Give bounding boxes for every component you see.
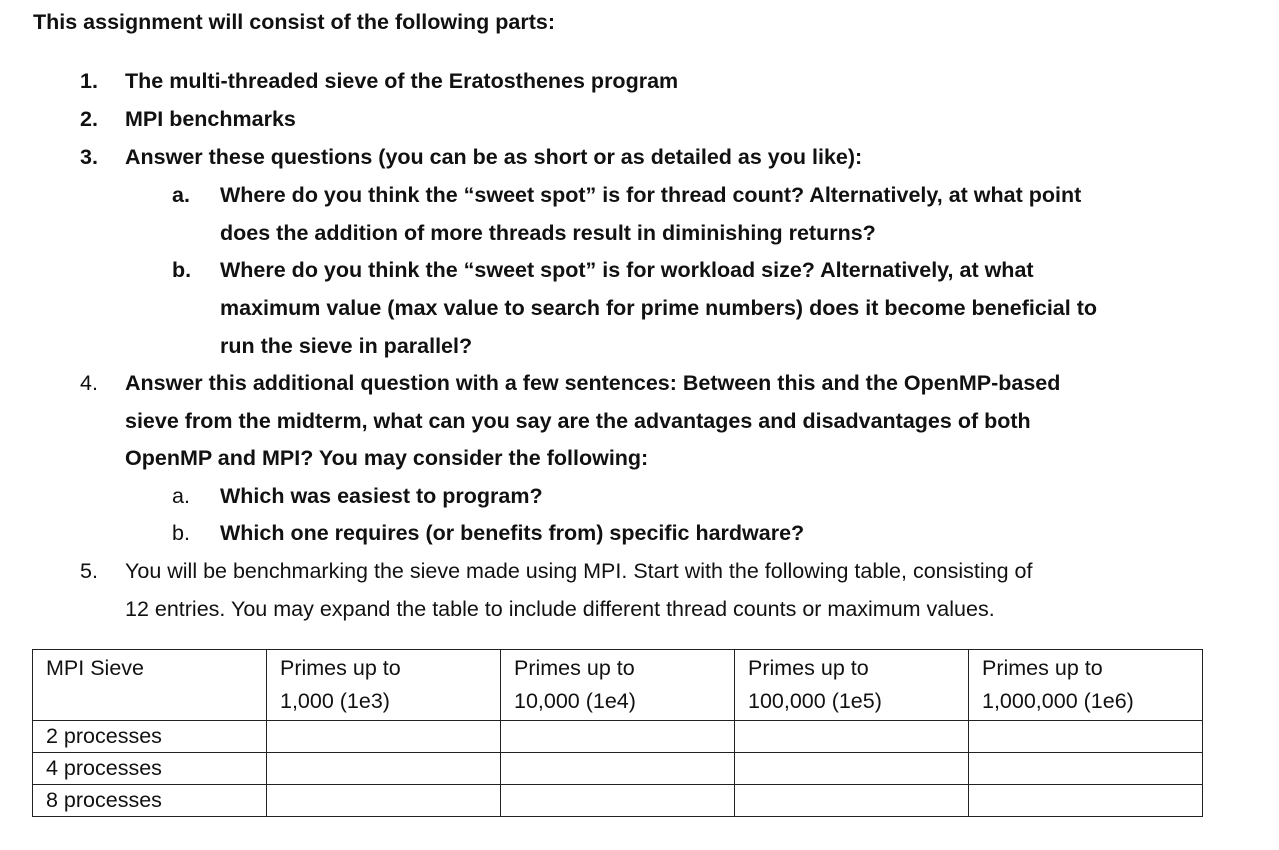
item-3b-line-1: Where do you think the “sweet spot” is for workload size? Alternatively, at what [220, 258, 1034, 282]
item-4-number: 4. [80, 371, 98, 395]
table-cell [969, 753, 1203, 785]
item-5-line-2: 12 entries. You may expand the table to include different thread counts or maximum values. [125, 597, 995, 621]
header-cell-line: Primes up to [514, 656, 635, 680]
item-2-number: 2. [80, 107, 98, 131]
table-cell [735, 785, 969, 817]
item-3-number: 3. [80, 145, 98, 169]
table-row [33, 785, 1203, 817]
table-cell [501, 785, 735, 817]
item-3a-number: a. [172, 183, 190, 207]
table-row [33, 753, 1203, 785]
item-4a-text: Which was easiest to program? [220, 484, 543, 508]
header-cell-line: 10,000 (1e4) [514, 689, 636, 713]
table-row [33, 721, 1203, 753]
header-cell-line: MPI Sieve [46, 656, 144, 680]
table-header-row [33, 650, 1203, 721]
header-cell-mpi-sieve [33, 650, 267, 721]
table-cell [735, 753, 969, 785]
item-1-text: The multi-threaded sieve of the Eratosthenes program [125, 69, 679, 93]
row-label-cell: 2 processes [33, 721, 267, 753]
item-5-line-1: You will be benchmarking the sieve made using MPI. Start with the following table, consisting of [125, 559, 1033, 583]
row-label-cell: 8 processes [33, 785, 267, 817]
item-5-number: 5. [80, 559, 98, 583]
item-3-text: Answer these questions (you can be as short or as detailed as you like): [125, 145, 863, 169]
item-3b-number: b. [172, 258, 192, 282]
item-2-text: MPI benchmarks [125, 107, 296, 131]
item-3b-line-2: maximum value (max value to search for prime numbers) does it become beneficial to [220, 296, 1097, 320]
table-cell [735, 721, 969, 753]
item-3b-line-3: run the sieve in parallel? [220, 334, 473, 358]
header-cell-line: 1,000,000 (1e6) [982, 689, 1134, 713]
header-cell-line: Primes up to [982, 656, 1103, 680]
table-cell [501, 753, 735, 785]
header-cell-1e5 [735, 650, 969, 721]
header-cell-line: Primes up to [280, 656, 401, 680]
header-cell-1e3 [267, 650, 501, 721]
row-label-cell: 4 processes [33, 753, 267, 785]
table-cell [267, 753, 501, 785]
header-cell-line: 100,000 (1e5) [748, 689, 882, 713]
item-4a-number: a. [172, 484, 190, 508]
header-cell-1e6 [969, 650, 1203, 721]
table-cell [267, 721, 501, 753]
item-4-line-1: Answer this additional question with a few sentences: Between this and the OpenMP-based [125, 371, 1061, 395]
item-4b-number: b. [172, 521, 190, 545]
table-cell [969, 721, 1203, 753]
item-4-line-2: sieve from the midterm, what can you say are the advantages and disadvantages of both [125, 409, 1031, 433]
item-4b-text: Which one requires (or benefits from) specific hardware? [220, 521, 805, 545]
item-4-line-3: OpenMP and MPI? You may consider the following: [125, 446, 649, 470]
benchmark-table [32, 649, 1203, 817]
item-3a-line-1: Where do you think the “sweet spot” is for thread count? Alternatively, at what point [220, 183, 1082, 207]
header-cell-line: 1,000 (1e3) [280, 689, 390, 713]
table-cell [969, 785, 1203, 817]
header-cell-1e4 [501, 650, 735, 721]
item-3a-line-2: does the addition of more threads result in diminishing returns? [220, 221, 876, 245]
table-cell [501, 721, 735, 753]
page-heading: This assignment will consist of the following parts: [33, 10, 556, 34]
item-1-number: 1. [80, 69, 98, 93]
table-cell [267, 785, 501, 817]
header-cell-line: Primes up to [748, 656, 869, 680]
